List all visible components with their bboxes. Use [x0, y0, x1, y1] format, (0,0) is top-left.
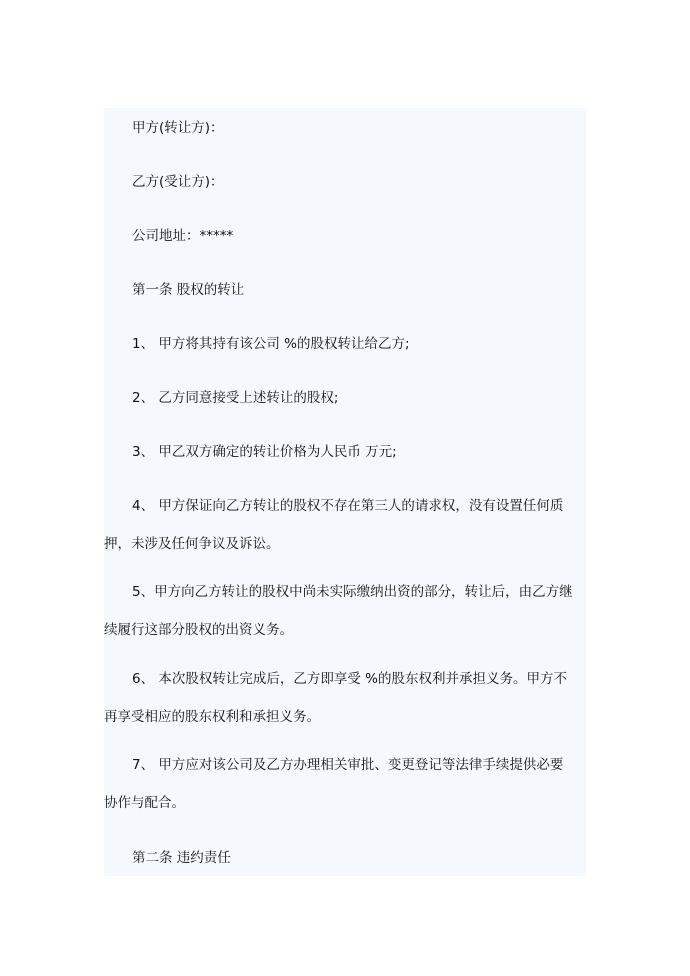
- paragraph-line: 5、甲方向乙方转让的股权中尚未实际缴纳出资的部分，转让后，由乙方继: [132, 584, 573, 600]
- clause-7: [104, 746, 586, 822]
- paragraph-line: 7、 甲方应对该公司及乙方办理相关审批、变更登记等法律手续提供必要: [132, 757, 564, 773]
- paragraph-line: 续履行这部分股权的出资义务。: [104, 622, 293, 638]
- clause-3: [104, 433, 586, 471]
- clause-5: [104, 573, 586, 649]
- paragraph-line: 再享受相应的股东权利和承担义务。: [104, 709, 320, 725]
- paragraph-line: 第二条 违约责任: [132, 850, 231, 866]
- paragraph-line: 押，未涉及任何争议及诉讼。: [104, 536, 280, 552]
- party-b-line: [104, 163, 586, 201]
- paragraph-line: 协作与配合。: [104, 795, 185, 811]
- clause-2: [104, 379, 586, 417]
- clause-4: [104, 487, 586, 563]
- clause-1: [104, 325, 586, 363]
- paragraph-line: 6、 本次股权转让完成后，乙方即享受 %的股东权利并承担义务。甲方不: [132, 671, 567, 687]
- paragraph-line: 乙方(受让方)：: [132, 174, 224, 190]
- paragraph-line: 公司地址：*****: [132, 228, 234, 244]
- paragraph-line: 甲方(转让方)：: [132, 120, 224, 136]
- clause-6: [104, 660, 586, 736]
- paragraph-line: 3、 甲乙双方确定的转让价格为人民币 万元;: [132, 444, 397, 460]
- paragraph-line: 4、 甲方保证向乙方转让的股权不存在第三人的请求权，没有设置任何质: [132, 498, 564, 514]
- paragraph-line: 2、 乙方同意接受上述转让的股权;: [132, 390, 339, 406]
- article-one-heading: [104, 271, 586, 309]
- party-a-line: [104, 109, 586, 147]
- paragraph-line: 1、 甲方将其持有该公司 %的股权转让给乙方;: [132, 336, 410, 352]
- company-address-line: [104, 217, 586, 255]
- paragraph-line: 第一条 股权的转让: [132, 282, 245, 298]
- article-two-heading: [104, 839, 586, 877]
